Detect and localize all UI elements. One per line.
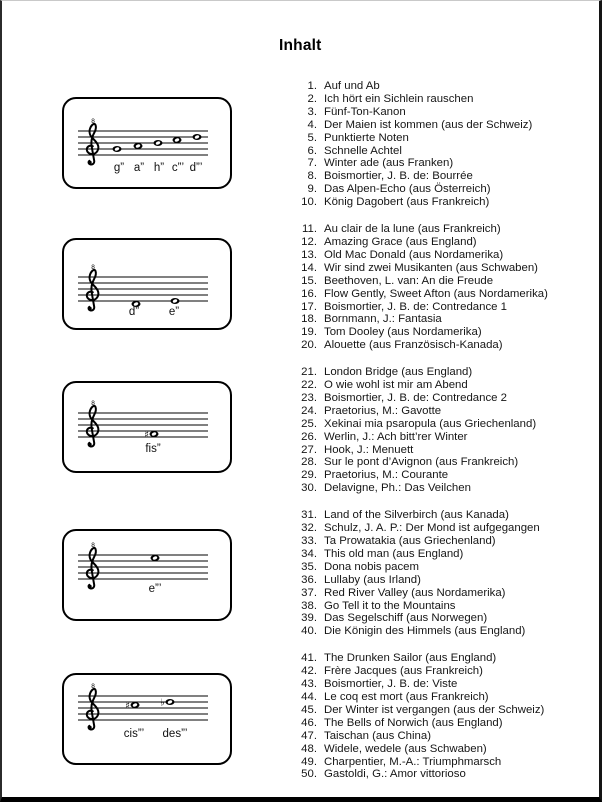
toc-entry xyxy=(291,275,548,288)
entry-title: Delavigne, Ph.: Das Veilchen xyxy=(324,482,471,495)
toc-entry xyxy=(291,288,548,301)
toc-entry xyxy=(291,80,548,93)
flat-icon: ♭ xyxy=(160,697,165,709)
clef-dot xyxy=(88,307,91,310)
entry-title: Bornmann, J.: Fantasia xyxy=(324,313,442,326)
toc-entry xyxy=(291,223,548,236)
note-name-label: fis” xyxy=(145,443,161,455)
entry-title: Tom Dooley (aus Nordamerika) xyxy=(324,326,482,339)
entry-number: 38. xyxy=(301,599,317,612)
clef-curve xyxy=(87,124,99,165)
entry-title: Ta Prowatakia (aus Griechenland) xyxy=(324,535,496,547)
octave-8-mark: 8 xyxy=(91,683,95,690)
toc-entry xyxy=(291,236,548,249)
note-range-box-notes-cis3-des3 xyxy=(62,673,232,765)
staff-notation xyxy=(64,675,230,763)
toc-entry xyxy=(291,444,548,457)
toc-entry xyxy=(291,392,548,405)
toc-entry xyxy=(291,313,548,326)
clef-curve xyxy=(87,406,99,447)
toc-entry xyxy=(291,587,548,600)
entry-title: Schnelle Achtel xyxy=(324,144,402,157)
toc-entry xyxy=(291,730,548,743)
entry-number: 30. xyxy=(301,482,317,495)
entry-title: Punktierte Noten xyxy=(324,131,409,144)
entry-number: 18. xyxy=(301,313,317,326)
clef-curve xyxy=(87,548,99,589)
toc-entry xyxy=(291,522,548,535)
treble-clef-icon xyxy=(87,118,99,165)
toc-entry xyxy=(291,262,548,275)
toc-entry xyxy=(291,196,548,209)
toc-entry xyxy=(291,756,548,769)
entry-title: Praetorius, M.: Gavotte xyxy=(324,404,442,417)
note-name-label: d”’ xyxy=(189,162,203,174)
toc-entry xyxy=(291,339,548,352)
toc-list xyxy=(291,80,548,795)
entry-number: 4. xyxy=(307,118,317,131)
note-name-label: h” xyxy=(153,162,165,174)
entry-title: This old man (aus England) xyxy=(324,547,464,560)
toc-entry xyxy=(291,548,548,561)
toc-entry xyxy=(291,132,548,145)
note-range-box-notes-d2-e2 xyxy=(62,238,232,330)
entry-number: 3. xyxy=(307,105,317,118)
toc-entry xyxy=(291,106,548,119)
entry-title: Flow Gently, Sweet Afton (aus Nordamerika) xyxy=(324,287,548,300)
note-range-box-note-fis2 xyxy=(62,381,232,473)
toc-entry xyxy=(291,431,548,444)
toc-entry xyxy=(291,561,548,574)
entry-number: 19. xyxy=(301,326,317,339)
staff-notation xyxy=(64,240,230,328)
entry-number: 10. xyxy=(301,196,317,209)
toc-entry xyxy=(291,157,548,170)
entry-number: 1. xyxy=(307,80,317,92)
entry-title: Xekinai mia psaropula (aus Griechenland) xyxy=(324,417,537,430)
entry-title: Hook, J.: Menuett xyxy=(324,443,414,456)
toc-entry xyxy=(291,469,548,482)
entry-number: 16. xyxy=(301,287,317,300)
staff-notation xyxy=(64,531,230,619)
clef-dot xyxy=(88,585,91,588)
toc-entry xyxy=(291,249,548,262)
entry-number: 11. xyxy=(302,223,317,236)
toc-entry xyxy=(291,535,548,548)
entry-number: 14. xyxy=(301,261,317,274)
treble-clef-icon xyxy=(87,400,99,447)
entry-title: Le coq est mort (aus Frankreich) xyxy=(324,690,489,703)
toc-group xyxy=(291,652,548,781)
entry-title: London Bridge (aus England) xyxy=(324,366,473,379)
note-name-label: g” xyxy=(113,162,125,174)
entry-title: Auf und Ab xyxy=(324,80,380,92)
toc-entry xyxy=(291,600,548,613)
entry-number: 47. xyxy=(301,729,317,742)
entry-number: 50. xyxy=(301,768,317,781)
entry-number: 40. xyxy=(301,625,317,638)
entry-title: Boismortier, J. B. de: Bourrée xyxy=(324,170,473,183)
toc-entry xyxy=(291,743,548,756)
entry-title: Boismortier, J. B. de: Viste xyxy=(324,678,458,691)
toc-entry xyxy=(291,612,548,625)
entry-title: Taischan (aus China) xyxy=(324,729,431,742)
octave-8-mark: 8 xyxy=(91,400,95,407)
entry-number: 44. xyxy=(301,690,317,703)
note-range-box-note-e3 xyxy=(62,529,232,621)
sharp-icon: ♯ xyxy=(144,429,149,441)
entry-number: 31. xyxy=(301,509,317,522)
entry-number: 26. xyxy=(301,430,317,443)
entry-number: 48. xyxy=(301,742,317,755)
entry-title: Die Königin des Himmels (aus England) xyxy=(324,625,526,638)
entry-title: Boismortier, J. B. de: Contredance 1 xyxy=(324,300,507,313)
entry-number: 13. xyxy=(301,248,317,261)
note-name-label: des”’ xyxy=(162,728,188,740)
entry-title: Gastoldi, G.: Amor vittorioso xyxy=(324,768,466,781)
entry-number: 43. xyxy=(301,678,317,691)
toc-entry xyxy=(291,574,548,587)
toc-entry xyxy=(291,768,548,781)
toc-entry xyxy=(291,652,548,665)
treble-clef-icon xyxy=(87,683,99,730)
entry-title: Wir sind zwei Musikanten (aus Schwaben) xyxy=(324,261,538,274)
toc-entry xyxy=(291,183,548,196)
entry-title: Beethoven, L. van: An die Freude xyxy=(324,274,494,287)
entry-number: 22. xyxy=(301,379,317,392)
entry-number: 34. xyxy=(301,547,317,560)
entry-title: Amazing Grace (aus England) xyxy=(324,235,477,248)
entry-number: 49. xyxy=(301,755,317,768)
clef-curve xyxy=(87,270,99,311)
entry-number: 21. xyxy=(301,366,317,379)
note-name-label: e”’ xyxy=(148,583,162,595)
toc-entry xyxy=(291,119,548,132)
toc-entry xyxy=(291,717,548,730)
octave-8-mark: 8 xyxy=(91,264,95,271)
entry-title: Der Winter ist vergangen (aus der Schweiz) xyxy=(324,703,545,716)
entry-title: Alouette (aus Französisch-Kanada) xyxy=(324,339,503,352)
staff-notation xyxy=(64,383,230,471)
entry-title: Das Segelschiff (aus Norwegen) xyxy=(324,612,488,625)
entry-number: 20. xyxy=(301,339,317,352)
page-title: Inhalt xyxy=(279,37,322,54)
toc-entry xyxy=(291,482,548,495)
entry-number: 32. xyxy=(301,522,317,535)
toc-entry xyxy=(291,326,548,339)
treble-clef-icon xyxy=(87,264,99,311)
toc-entry xyxy=(291,145,548,158)
octave-8-mark: 8 xyxy=(91,542,95,549)
entry-title: Schulz, J. A. P.: Der Mond ist aufgegangen xyxy=(324,522,540,535)
entry-number: 2. xyxy=(307,92,317,105)
clef-curve xyxy=(87,689,99,730)
toc-entry xyxy=(291,665,548,678)
note-name-label: cis”’ xyxy=(123,728,145,740)
treble-clef-icon xyxy=(87,542,99,589)
entry-title: Der Maien ist kommen (aus der Schweiz) xyxy=(324,118,533,131)
toc-group xyxy=(291,223,548,352)
entry-number: 23. xyxy=(301,391,317,404)
entry-title: Praetorius, M.: Courante xyxy=(324,469,449,482)
entry-number: 15. xyxy=(301,274,317,287)
entry-title: König Dagobert (aus Frankreich) xyxy=(324,196,490,209)
toc-entry xyxy=(291,625,548,638)
toc-entry xyxy=(291,301,548,314)
toc-entry xyxy=(291,678,548,691)
entry-title: Old Mac Donald (aus Nordamerika) xyxy=(324,248,504,261)
entry-title: Dona nobis pacem xyxy=(324,560,419,573)
entry-number: 29. xyxy=(301,469,317,482)
entry-title: Red River Valley (aus Nordamerika) xyxy=(324,586,506,599)
entry-title: Fünf-Ton-Kanon xyxy=(324,105,406,118)
toc-entry xyxy=(291,456,548,469)
note-name-label: e” xyxy=(168,306,180,318)
toc-entry xyxy=(291,704,548,717)
staff-notation xyxy=(64,99,230,187)
entry-title: The Drunken Sailor (aus England) xyxy=(324,652,497,665)
note-name-label: d” xyxy=(128,306,140,318)
toc-entry xyxy=(291,418,548,431)
entry-title: The Bells of Norwich (aus England) xyxy=(324,716,503,729)
entry-title: Winter ade (aus Franken) xyxy=(324,157,454,170)
toc-entry xyxy=(291,691,548,704)
octave-8-mark: 8 xyxy=(91,118,95,125)
toc-entry xyxy=(291,93,548,106)
entry-title: Lullaby (aus Irland) xyxy=(324,573,421,586)
note-range-box-range-g2-to-d3 xyxy=(62,97,232,189)
entry-title: Boismortier, J. B. de: Contredance 2 xyxy=(324,391,507,404)
toc-entry xyxy=(291,379,548,392)
toc-entry xyxy=(291,509,548,522)
entry-title: Sur le pont d’Avignon (aus Frankreich) xyxy=(324,456,519,469)
entry-title: O wie wohl ist mir am Abend xyxy=(324,379,468,392)
toc-entry xyxy=(291,366,548,379)
entry-title: Au clair de la lune (aus Frankreich) xyxy=(324,223,501,236)
entry-number: 8. xyxy=(307,170,317,183)
entry-number: 42. xyxy=(301,665,317,678)
entry-title: Charpentier, M.-A.: Triumphmarsch xyxy=(324,755,502,768)
entry-number: 27. xyxy=(301,443,317,456)
entry-number: 7. xyxy=(307,157,317,170)
entry-number: 9. xyxy=(307,183,317,196)
entry-title: Ich hört ein Sichlein rauschen xyxy=(324,92,474,105)
sharp-icon: ♯ xyxy=(125,700,130,712)
toc-group xyxy=(291,366,548,495)
entry-number: 25. xyxy=(301,417,317,430)
entry-number: 41. xyxy=(301,652,317,665)
toc-group xyxy=(291,80,548,209)
entry-number: 39. xyxy=(301,612,317,625)
entry-number: 35. xyxy=(301,560,317,573)
entry-number: 12. xyxy=(301,235,317,248)
entry-number: 28. xyxy=(301,456,317,469)
clef-dot xyxy=(88,161,91,164)
entry-title: Frère Jacques (aus Frankreich) xyxy=(324,665,483,678)
entry-number: 37. xyxy=(301,586,317,599)
entry-number: 45. xyxy=(301,703,317,716)
entry-title: Das Alpen-Echo (aus Österreich) xyxy=(324,183,491,196)
entry-number: 36. xyxy=(301,573,317,586)
entry-title: Go Tell it to the Mountains xyxy=(324,599,456,612)
entry-number: 6. xyxy=(307,144,317,157)
entry-number: 33. xyxy=(301,535,317,547)
note-name-label: a” xyxy=(133,162,145,174)
entry-title: Land of the Silverbirch (aus Kanada) xyxy=(324,509,509,522)
entry-title: Widele, wedele (aus Schwaben) xyxy=(324,742,487,755)
entry-number: 46. xyxy=(301,716,317,729)
entry-title: Werlin, J.: Ach bitt’rer Winter xyxy=(324,430,468,443)
entry-number: 24. xyxy=(301,404,317,417)
clef-dot xyxy=(88,726,91,729)
entry-number: 5. xyxy=(307,131,317,144)
note-name-label: c”’ xyxy=(171,162,185,174)
toc-group xyxy=(291,509,548,638)
toc-entry xyxy=(291,170,548,183)
clef-dot xyxy=(88,443,91,446)
toc-entry xyxy=(291,405,548,418)
entry-number: 17. xyxy=(301,300,317,313)
